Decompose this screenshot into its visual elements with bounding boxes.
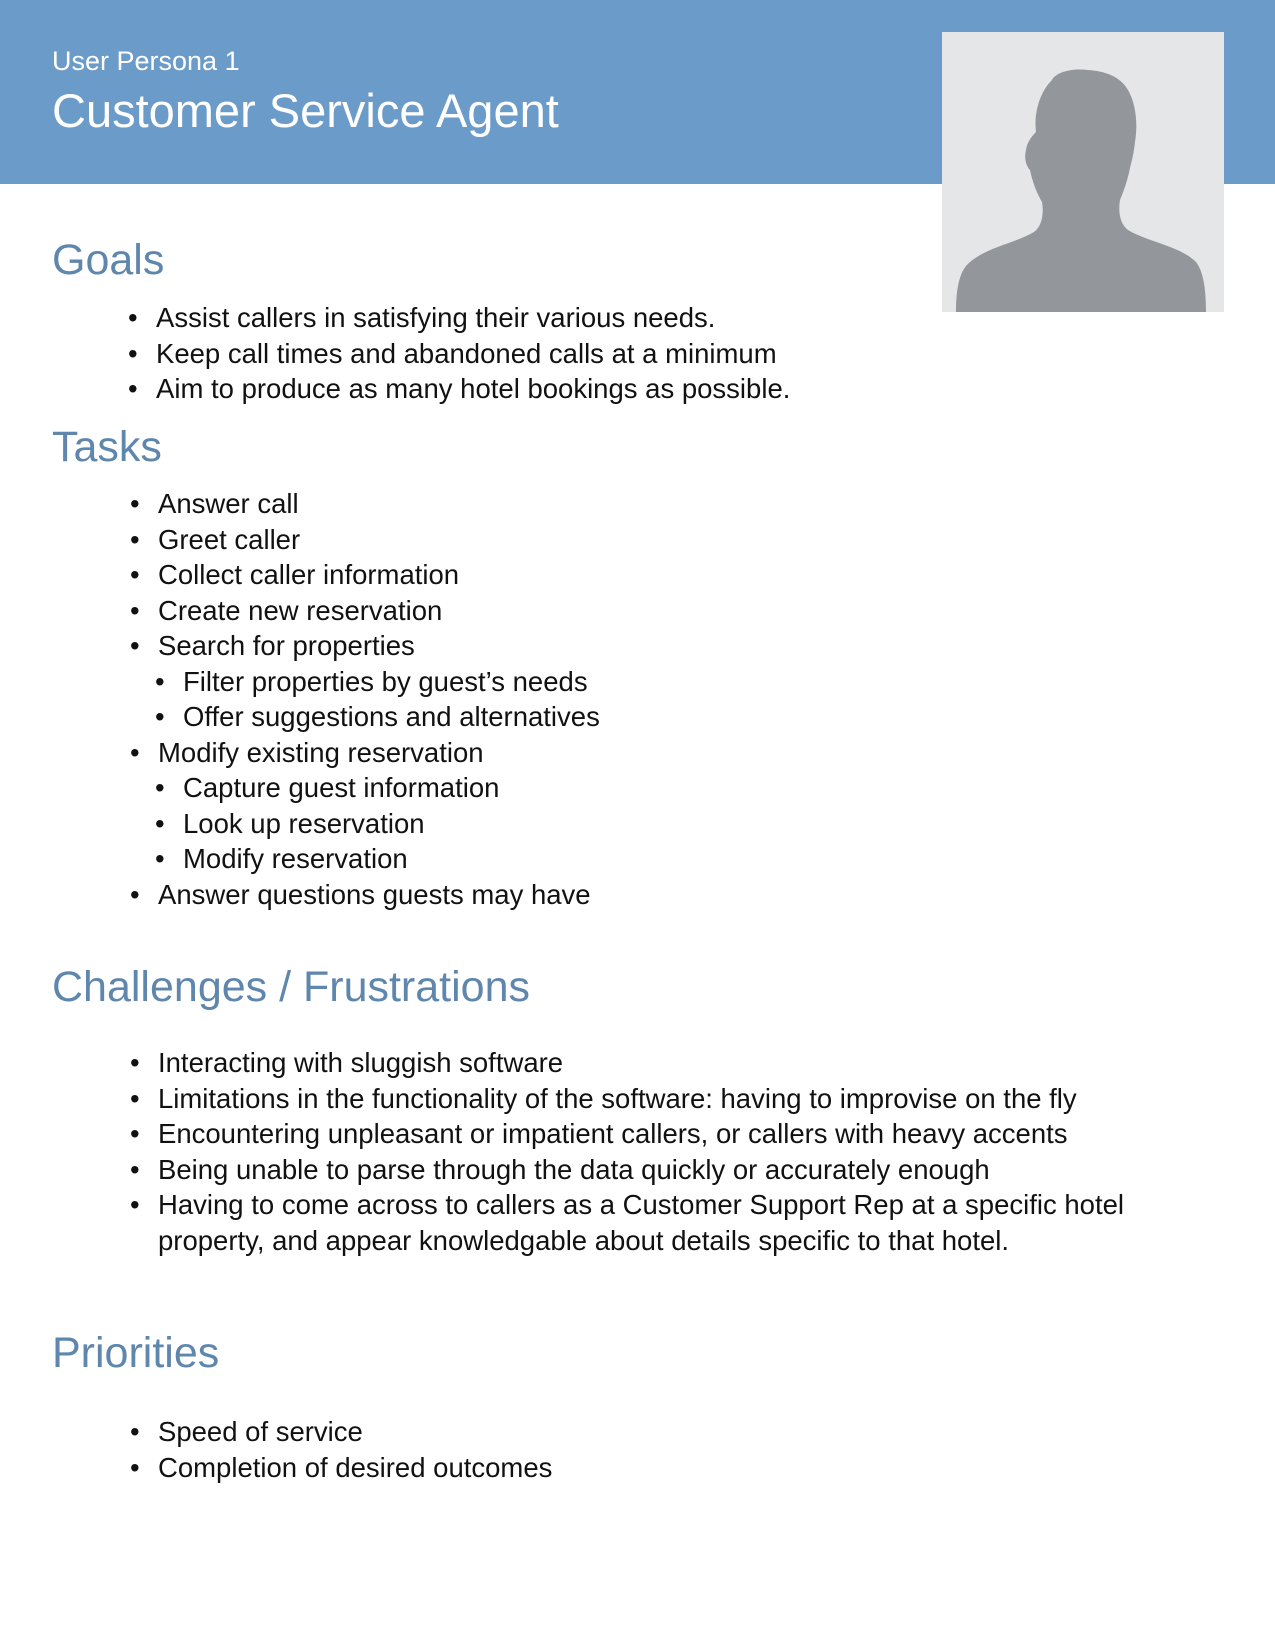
list-item: • Modify reservation [155, 843, 408, 874]
list-item: • Completion of desired outcomes [130, 1451, 553, 1483]
tasks-list [130, 486, 600, 912]
list-item: • Limitations in the functionality of the software: having to improvise on the fly [130, 1082, 1077, 1114]
list-item: • Interacting with sluggish software [130, 1047, 564, 1078]
goals-list [128, 300, 791, 407]
list-item: • Having to come across to callers as a Customer Support Rep at a specific hotel property, and appear knowledgable about details specific to that hotel. [130, 1189, 1125, 1256]
list-item: • Being unable to parse through the data quickly or accurately enough [130, 1153, 990, 1185]
priorities-heading: Priorities [52, 1329, 220, 1377]
challenges-heading: Challenges / Frustrations [52, 963, 530, 1011]
list-item: • Offer suggestions and alternatives [155, 701, 600, 732]
goals-heading: Goals [52, 236, 165, 284]
list-item: • Look up reservation [155, 807, 425, 839]
persona-label: User Persona 1 [52, 46, 240, 76]
list-item: • Encountering unpleasant or impatient callers, or callers with heavy accents [130, 1118, 1068, 1149]
page-title: Customer Service Agent [52, 84, 559, 137]
list-item: • Capture guest information [155, 772, 500, 803]
list-item: • Aim to produce as many hotel bookings as possible. [128, 373, 791, 404]
list-item: • Greet caller [130, 523, 301, 555]
list-item: • Keep call times and abandoned calls at a minimum [128, 337, 777, 369]
list-item: • Collect caller information [130, 559, 460, 590]
list-item: • Modify existing reservation [130, 736, 484, 768]
list-item: • Answer call [130, 488, 299, 519]
list-item: • Assist callers in satisfying their various needs. [128, 302, 716, 333]
list-item: • Answer questions guests may have [130, 878, 591, 910]
list-item: • Create new reservation [130, 594, 443, 626]
challenges-list [130, 1045, 1208, 1258]
person-silhouette-icon [942, 32, 1224, 312]
priorities-list [130, 1414, 553, 1485]
list-item: • Speed of service [130, 1416, 363, 1447]
list-item: • Filter properties by guest’s needs [155, 665, 588, 697]
list-item: • Search for properties [130, 630, 415, 661]
avatar [942, 32, 1224, 312]
tasks-heading: Tasks [52, 423, 162, 471]
